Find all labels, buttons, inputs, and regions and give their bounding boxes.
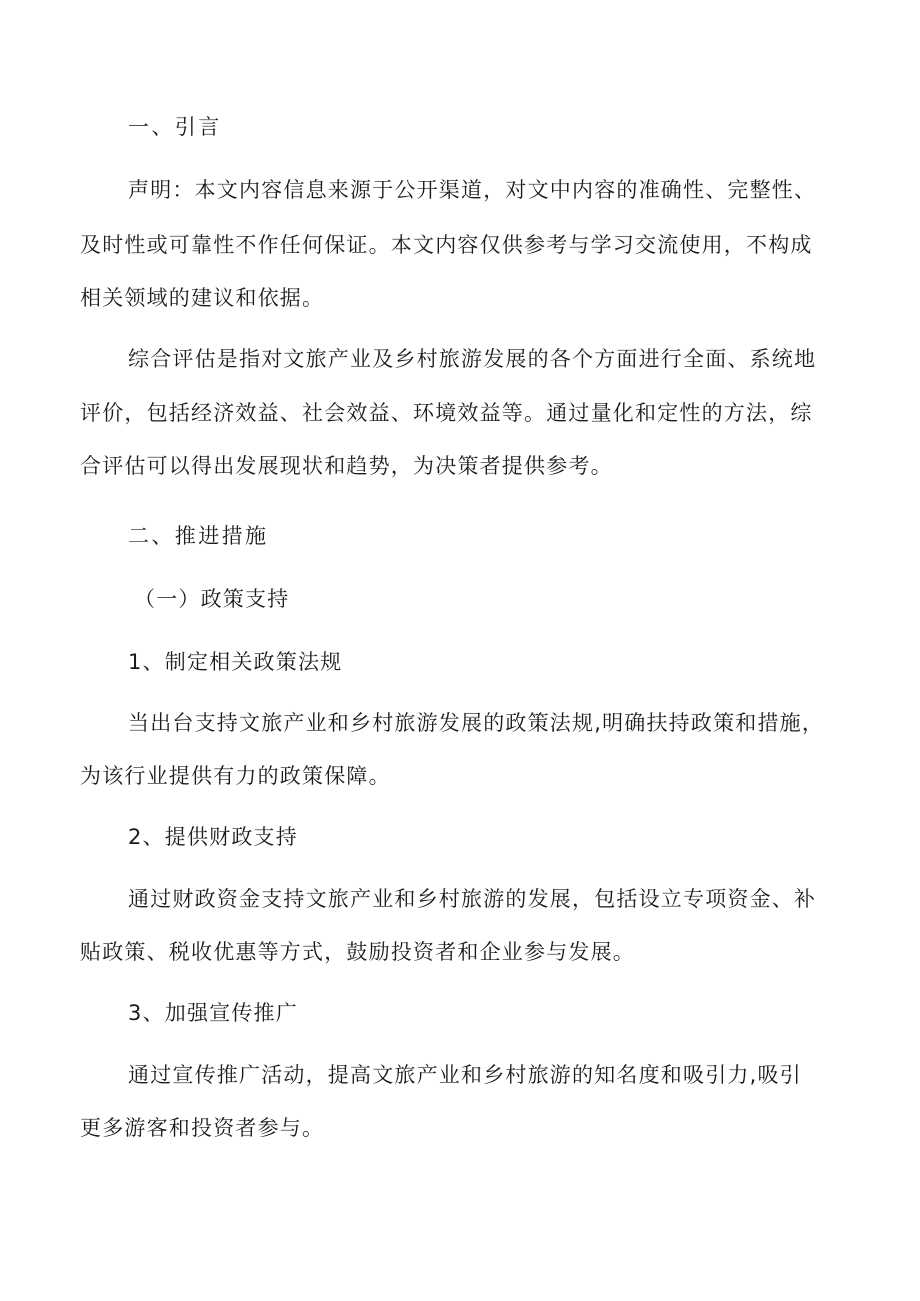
section-heading-measures: 二、推进措施 [128, 524, 269, 548]
item-body-line: 当出台支持文旅产业和乡村旅游发展的政策法规,明确扶持政策和措施， [128, 711, 825, 735]
intro-paragraph-line: 评价，包括经济效益、社会效益、环境效益等。通过量化和定性的方法，综 [80, 401, 813, 425]
disclaimer-line: 及时性或可靠性不作任何保证。本文内容仅供参考与学习交流使用，不构成 [80, 233, 813, 257]
disclaimer-line: 相关领域的建议和依据。 [80, 286, 325, 310]
disclaimer-line: 声明：本文内容信息来源于公开渠道，对文中内容的准确性、完整性、 [128, 178, 817, 202]
item-title: 2、提供财政支持 [128, 825, 298, 849]
item-body-line: 通过宣传推广活动，提高文旅产业和乡村旅游的知名度和吸引力,吸引 [128, 1063, 802, 1087]
intro-paragraph-line: 合评估可以得出发展现状和趋势，为决策者提供参考。 [80, 454, 613, 478]
subsection-heading-policy-support: （一）政策支持 [134, 587, 290, 611]
item-body-line: 通过财政资金支持文旅产业和乡村旅游的发展，包括设立专项资金、补 [128, 887, 817, 911]
section-heading-introduction: 一、引言 [128, 115, 222, 139]
item-title: 1、制定相关政策法规 [128, 650, 343, 674]
item-body-line: 更多游客和投资者参与。 [80, 1116, 325, 1140]
item-body-line: 贴政策、税收优惠等方式，鼓励投资者和企业参与发展。 [80, 940, 635, 964]
intro-paragraph-line: 综合评估是指对文旅产业及乡村旅游发展的各个方面进行全面、系统地 [128, 347, 817, 371]
item-title: 3、加强宣传推广 [128, 1001, 298, 1025]
item-body-line: 为该行业提供有力的政策保障。 [80, 764, 391, 788]
